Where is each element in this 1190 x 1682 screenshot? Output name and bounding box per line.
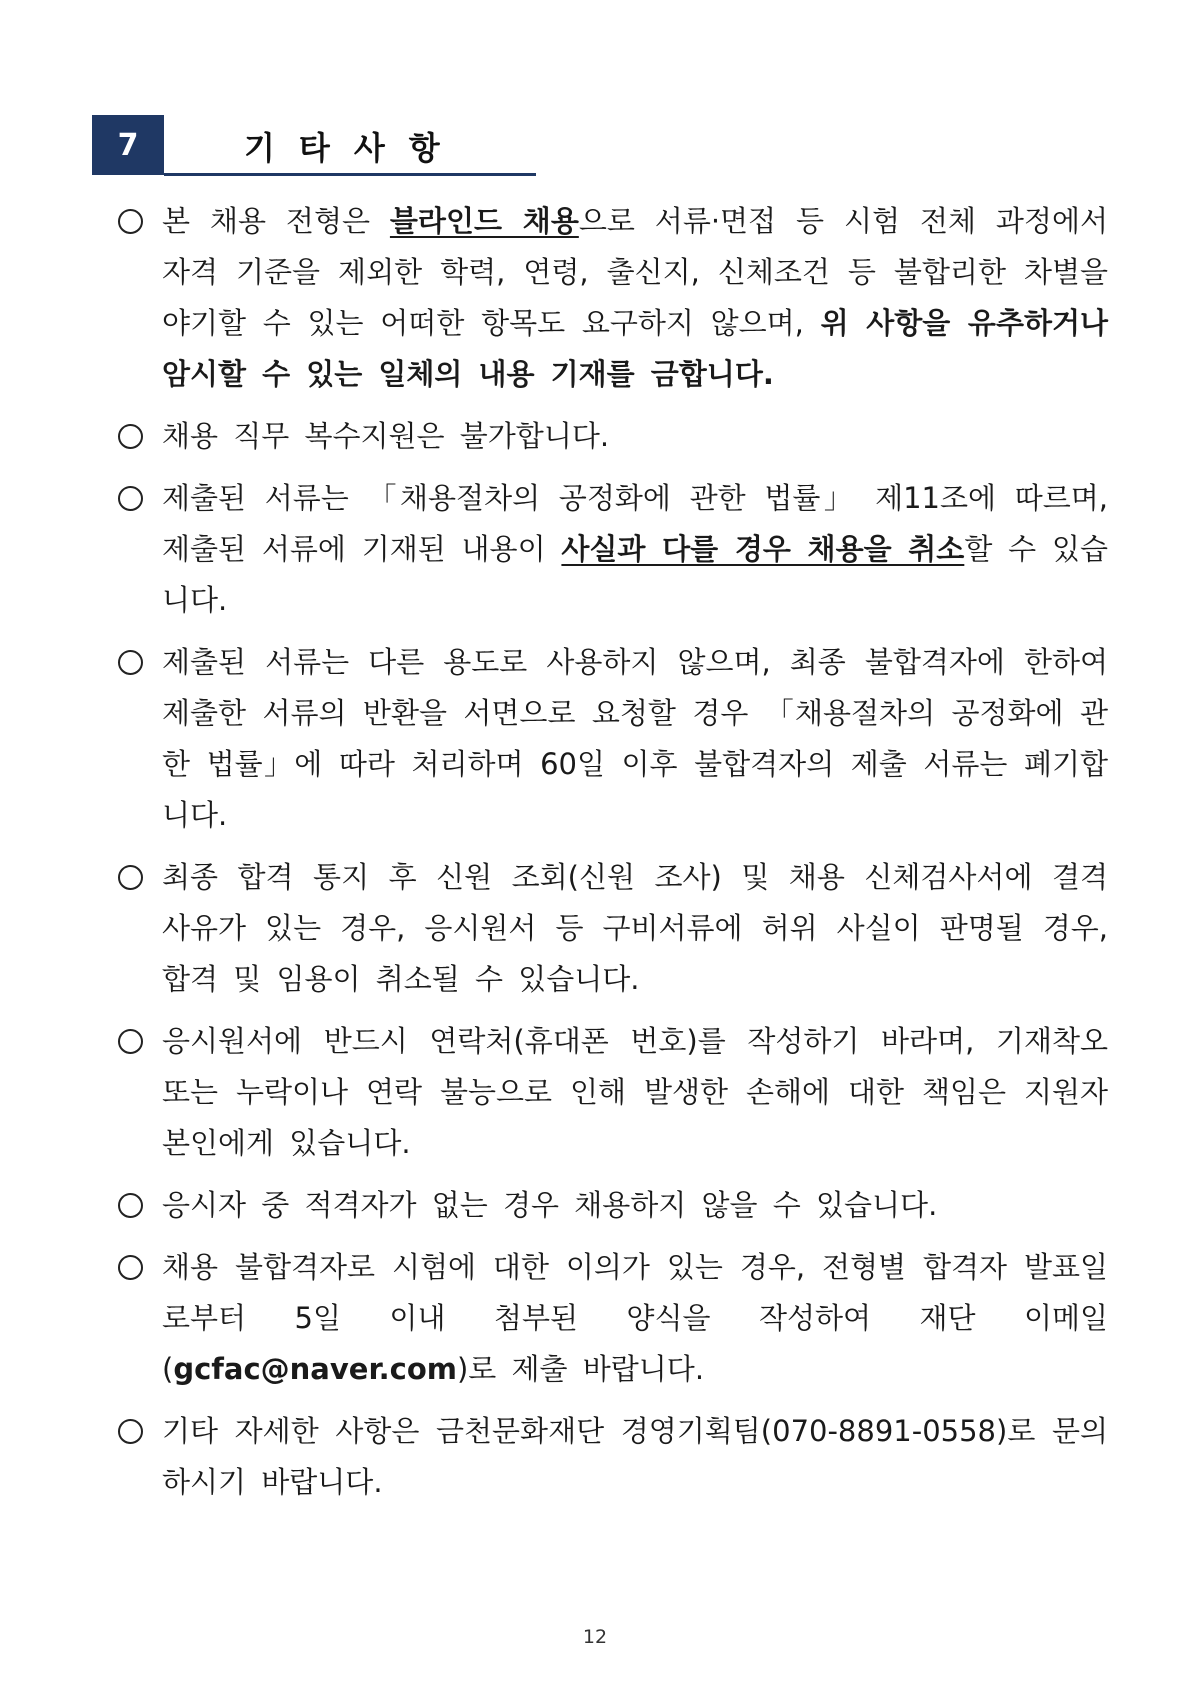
circle-bullet-icon [118,650,143,675]
item-text: 제출된 서류는 「채용절차의 공정화에 관한 법률」 제11조에 따르며, 제출된 서류에 기재된 내용이 [162,481,1108,566]
circle-bullet-icon [118,1255,143,1280]
circle-bullet-icon [118,1029,143,1054]
item-text: 응시자 중 적격자가 없는 경우 채용하지 않을 수 있습니다. [162,1188,938,1222]
notice-item-submitted-documents [118,473,1108,626]
notice-item-contact-info [118,1016,1108,1169]
section-header [92,115,536,177]
section-divider [164,173,536,176]
item-text: 본 채용 전형은 [162,204,390,238]
circle-bullet-icon [118,486,143,511]
notice-list [118,196,1108,1519]
circle-bullet-icon [118,865,143,890]
item-emphasis: 블라인드 채용 [389,204,579,238]
section-number: 7 [92,115,164,175]
email-address[interactable]: gcfac@naver.com [173,1352,457,1386]
item-emphasis: 사실과 다를 경우 채용을 취소 [561,532,965,566]
circle-bullet-icon [118,424,143,449]
item-text: )로 제출 바랍니다. [456,1352,705,1386]
item-warning: 위 사항을 유추하거나 암시할 수 있는 일체의 내용 기재를 금합니다. [162,306,1108,391]
item-text: 으로 서류·면접 등 시험 전체 과정에서 자격 기준을 제외한 학력, 연령, 출신지, 신체조건 등 불합리한 차별을 야기할 수 있는 어떠한 항목도 요구하지 않으며, [162,204,1108,340]
item-text: 할 수 있습니다. [162,532,1108,617]
item-text: 제출된 서류는 다른 용도로 사용하지 않으며, 최종 불합격자에 한하여 제출한 서류의 반환을 서면으로 요청할 경우 「채용절차의 공정화에 관한 법률」에 따라 처리하며 60일 이후 불합격자의 제출 서류는 폐기합니다. [162,645,1108,832]
notice-item-multiple-application [118,411,1108,462]
circle-bullet-icon [118,1193,143,1218]
notice-item-background-check [118,852,1108,1005]
page-number: 12 [582,1626,608,1648]
notice-item-no-qualified [118,1180,1108,1231]
notice-item-objection [118,1242,1108,1395]
item-text: 최종 합격 통지 후 신원 조회(신원 조사) 및 채용 신체검사서에 결격 사유가 있는 경우, 응시원서 등 구비서류에 허위 사실이 판명될 경우, 합격 및 임용이 취소될 수 있습니다. [162,860,1108,996]
section-title: 기타사항 [244,129,464,167]
item-text: 채용 불합격자로 시험에 대한 이의가 있는 경우, 전형별 합격자 발표일로부터 5일 이내 첨부된 양식을 작성하여 재단 이메일( [162,1250,1108,1386]
item-text: 채용 직무 복수지원은 불가합니다. [162,419,610,453]
item-text: 기타 자세한 사항은 금천문화재단 경영기획팀(070-8891-0558)로 문의하시기 바랍니다. [162,1414,1108,1499]
notice-item-blind-recruitment [118,196,1108,400]
notice-item-inquiry [118,1406,1108,1508]
notice-item-document-return [118,637,1108,841]
circle-bullet-icon [118,1419,143,1444]
circle-bullet-icon [118,209,143,234]
item-text: 응시원서에 반드시 연락처(휴대폰 번호)를 작성하기 바라며, 기재착오 또는 누락이나 연락 불능으로 인해 발생한 손해에 대한 책임은 지원자 본인에게 있습니다. [162,1024,1108,1160]
